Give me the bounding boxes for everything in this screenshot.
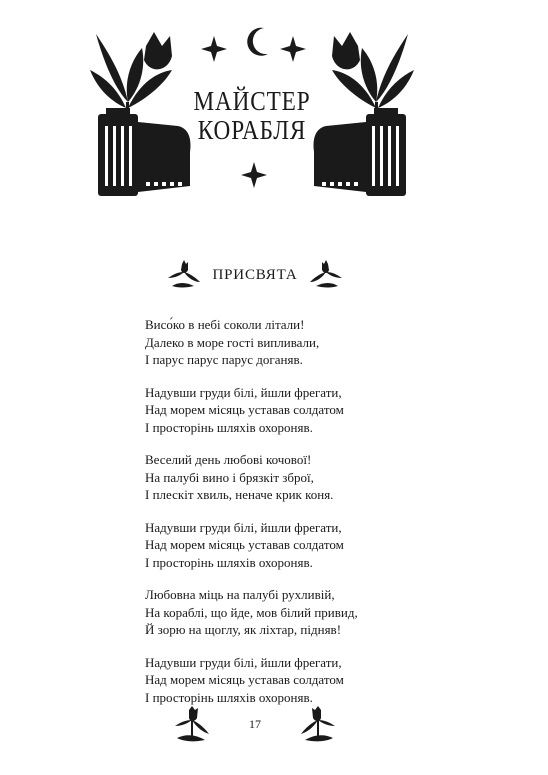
- poem-stanza: [145, 384, 465, 437]
- poem-line: Надувши груди білі, йшли фрегати,: [145, 519, 342, 535]
- poem-line: Надувши груди білі, йшли фрегати,: [145, 654, 342, 670]
- poem-body: [145, 316, 465, 721]
- book-title-line-1: МАЙСТЕР: [193, 86, 311, 116]
- poem-line: Надувши груди білі, йшли фрегати,: [145, 384, 342, 400]
- poem-line: На палубі вино і брязкіт зброї,: [145, 469, 314, 485]
- poem-stanza: [145, 586, 465, 639]
- poem-stanza: [145, 519, 465, 572]
- poem-line: Любовна міць на палубі рухливій,: [145, 587, 335, 602]
- poem-line: Й зорю на щоглу, як ліхтар, підняв!: [145, 622, 342, 637]
- flower-sprig-icon: [301, 706, 335, 744]
- crescent-moon-icon: [247, 28, 268, 56]
- poem-line: Над морем місяць уставав солдатом: [145, 402, 344, 417]
- poem-line: Висо́ко в небі соколи літали!: [145, 317, 305, 332]
- book-title: [111, 87, 393, 145]
- poem-line: І парус парус парус доганяв.: [145, 352, 303, 367]
- poem-stanza: [145, 451, 465, 504]
- book-title-line-2: КОРАБЛЯ: [197, 115, 307, 145]
- page-footer: [175, 706, 335, 744]
- poem-stanza: [145, 316, 465, 369]
- poem-line: Далеко в море гості випливали,: [145, 334, 320, 350]
- poem-stanza: [145, 654, 465, 707]
- title-emblem: [88, 22, 416, 200]
- poem-line: Веселий день любові кочової!: [145, 452, 312, 467]
- poem-line: І просторінь шляхів охороняв.: [145, 689, 313, 705]
- section-heading: [170, 260, 340, 290]
- poem-line: Над морем місяць уставав солдатом: [145, 672, 344, 687]
- poem-line: На кораблі, що йде, мов білий привид,: [145, 604, 358, 620]
- poem-line: І просторінь шляхів охороняв.: [145, 554, 313, 570]
- section-heading-text: ПРИСВЯТА: [212, 267, 298, 283]
- poem-line: І плескіт хвиль, неначе крик коня.: [145, 487, 334, 502]
- poem-line: І просторінь шляхів охороняв.: [145, 419, 313, 435]
- page-number: 17: [249, 717, 261, 731]
- poem-line: Над морем місяць уставав солдатом: [145, 537, 344, 552]
- flower-sprig-icon: [310, 260, 342, 290]
